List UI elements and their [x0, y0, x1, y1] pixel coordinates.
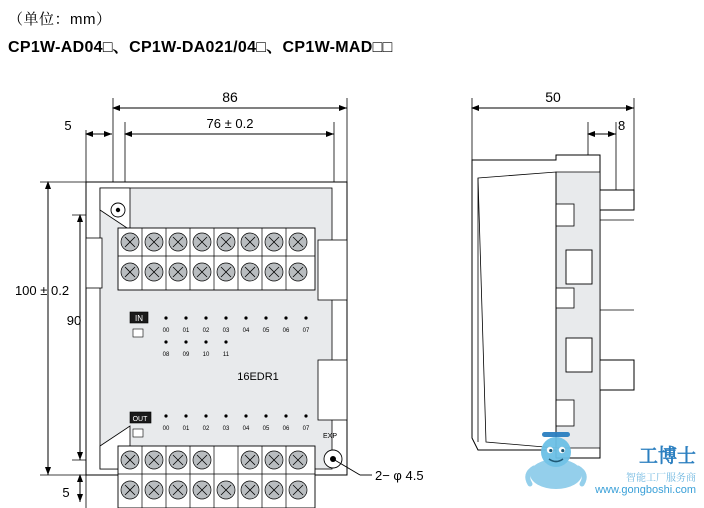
terminal-in-label: IN: [135, 314, 143, 323]
dim-depth: 50: [545, 89, 561, 105]
out-pin-06: 06: [282, 426, 290, 432]
in-pin-03: 03: [222, 328, 230, 334]
dim-left-margin: 5: [64, 118, 72, 133]
in-pin-01: 01: [182, 328, 190, 334]
in-pin-08: 08: [162, 352, 170, 358]
dim-bottom-margin: 5: [62, 485, 70, 500]
terminal-out-label: OUT: [132, 416, 148, 423]
in-pin-11: 11: [222, 352, 230, 358]
out-pin-05: 05: [262, 426, 270, 432]
watermark-subtitle: 智能工厂服务商: [626, 473, 696, 484]
in-pin-02: 02: [202, 328, 210, 334]
page-title: CP1W-AD04□、CP1W-DA021/04□、CP1W-MAD□□: [8, 39, 393, 56]
in-pin-06: 06: [282, 328, 290, 334]
unit-note: （单位：mm）: [8, 11, 112, 28]
in-pin-09: 09: [182, 352, 190, 358]
device-label: 16EDR1: [237, 371, 279, 383]
out-pin-02: 02: [202, 426, 210, 432]
out-pin-00: 00: [162, 426, 170, 432]
dim-width-inner: 76 ± 0.2: [206, 116, 254, 131]
in-pin-05: 05: [262, 328, 270, 334]
out-pin-01: 01: [182, 426, 190, 432]
expansion-label: EXP: [322, 433, 338, 440]
out-pin-04: 04: [242, 426, 250, 432]
dim-height-inner: 90: [66, 313, 82, 328]
dim-mount-hole: 2− φ 4.5: [375, 468, 424, 483]
watermark-url: www.gongboshi.com: [595, 483, 696, 496]
in-pin-10: 10: [202, 352, 210, 358]
dim-width-outer: 86: [222, 89, 238, 105]
out-pin-07: 07: [302, 426, 310, 432]
dim-height-outer: 100 ± 0.2: [14, 283, 70, 298]
watermark-brand: 工博士: [638, 446, 696, 467]
in-pin-07: 07: [302, 328, 310, 334]
dim-rail-offset: 8: [618, 118, 626, 133]
out-pin-03: 03: [222, 426, 230, 432]
in-pin-04: 04: [242, 328, 250, 334]
in-pin-00: 00: [162, 328, 170, 334]
